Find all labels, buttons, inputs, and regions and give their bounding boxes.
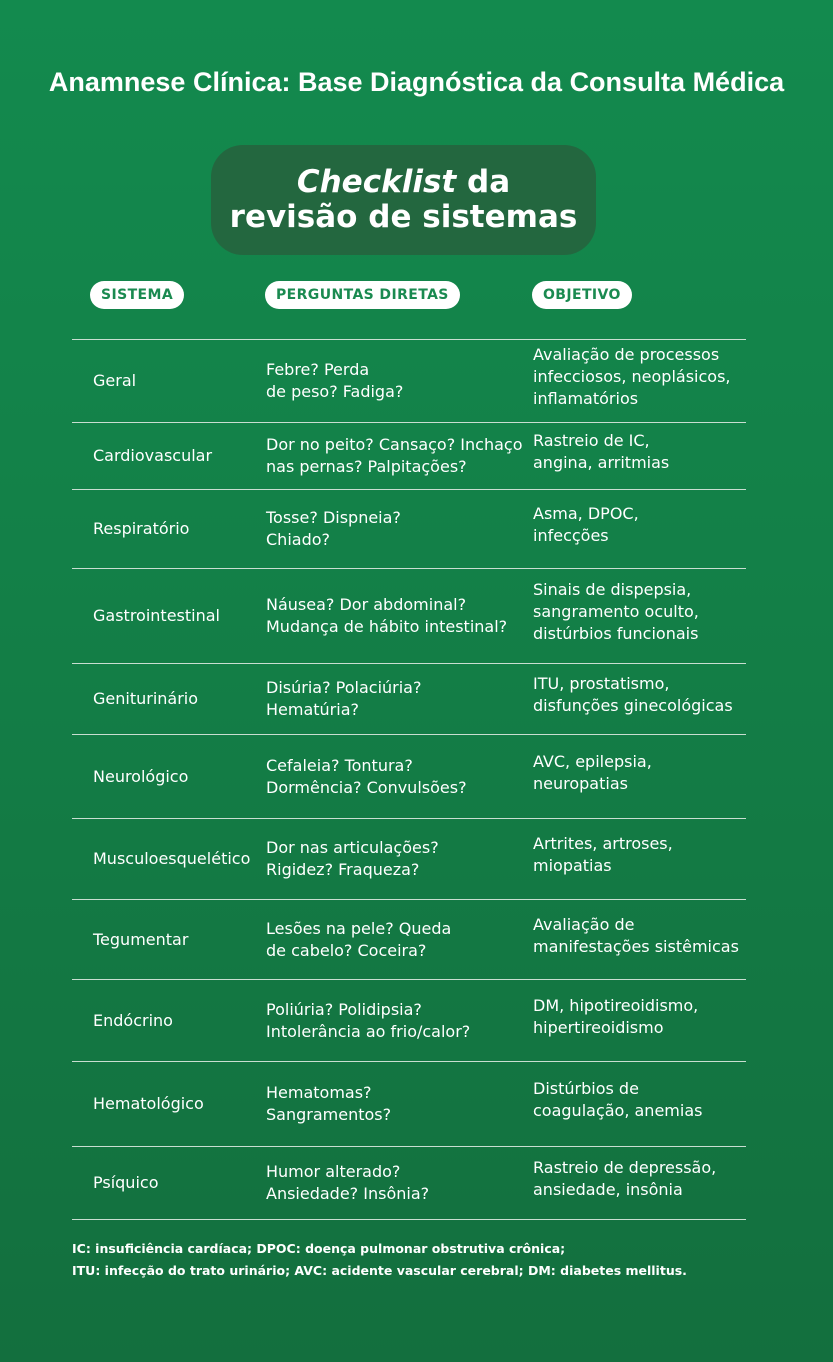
table-row xyxy=(72,489,746,568)
table-row xyxy=(72,422,746,489)
review-of-systems-table xyxy=(72,339,746,1220)
header-pill-objective: OBJETIVO xyxy=(532,281,632,309)
questions-cell xyxy=(266,735,526,818)
objective-text: Asma, DPOC, infecções xyxy=(533,504,639,545)
objective-cell xyxy=(533,340,748,422)
objective-text: Artrites, artroses, miopatias xyxy=(533,834,673,875)
system-cell: Gastrointestinal xyxy=(93,606,220,625)
objective-text: Avaliação de processos infecciosos, neoplásicos, inflamatórios xyxy=(533,345,731,408)
footnote-line1: IC: insuficiência cardíaca; DPOC: doença pulmonar obstrutiva crônica; xyxy=(72,1241,566,1256)
objective-cell xyxy=(533,900,748,979)
questions-cell xyxy=(266,490,526,568)
objective-text: Distúrbios de coagulação, anemias xyxy=(533,1079,703,1120)
system-cell: Cardiovascular xyxy=(93,446,213,465)
system-cell: Endócrino xyxy=(93,1010,173,1030)
checklist-heading-line1 xyxy=(297,165,510,200)
footnote xyxy=(72,1238,772,1282)
objective-cell xyxy=(533,490,748,568)
objective-cell xyxy=(533,819,748,899)
objective-cell xyxy=(533,735,748,818)
objective-text: Rastreio de IC, angina, arritmias xyxy=(533,431,670,472)
checklist-heading-italic: Checklist xyxy=(296,164,457,200)
questions-cell xyxy=(266,340,526,422)
system-cell: Geral xyxy=(93,371,137,390)
system-cell: Neurológico xyxy=(93,766,189,786)
table-row xyxy=(72,1146,746,1220)
objective-cell xyxy=(533,569,748,663)
questions-text: Disúria? Polaciúria? Hematúria? xyxy=(266,678,422,719)
questions-text: Poliúria? Polidipsia? Intolerância ao frio/calor? xyxy=(266,999,471,1041)
system-cell: Respiratório xyxy=(93,519,190,538)
objective-cell xyxy=(533,1147,748,1219)
questions-text: Febre? Perda de peso? Fadiga? xyxy=(266,360,404,401)
objective-text: Sinais de dispepsia, sangramento oculto, distúrbios funcionais xyxy=(533,580,699,643)
objective-text: AVC, epilepsia, neuropatias xyxy=(533,751,652,793)
table-row xyxy=(72,568,746,663)
questions-text: Tosse? Dispneia? Chiado? xyxy=(266,508,401,549)
questions-cell xyxy=(266,664,526,734)
questions-cell xyxy=(266,980,526,1061)
table-row xyxy=(72,979,746,1061)
objective-text: ITU, prostatismo, disfunções ginecológicas xyxy=(533,674,733,715)
objective-text: Avaliação de manifestações sistêmicas xyxy=(533,914,739,956)
questions-cell xyxy=(266,900,526,979)
table-row xyxy=(72,339,746,422)
questions-text: Hematomas? Sangramentos? xyxy=(266,1083,392,1124)
footnote-line2: ITU: infecção do trato urinário; AVC: acidente vascular cerebral; DM: diabetes mellitus. xyxy=(72,1263,687,1278)
questions-cell xyxy=(266,819,526,899)
objective-text: Rastreio de depressão, ansiedade, insônia xyxy=(533,1158,717,1199)
questions-cell xyxy=(266,423,526,489)
system-cell: Hematológico xyxy=(93,1094,204,1113)
questions-text: Humor alterado? Ansiedade? Insônia? xyxy=(266,1162,430,1203)
objective-cell xyxy=(533,423,748,489)
checklist-heading-line2: revisão de sistemas xyxy=(229,199,578,235)
table-row xyxy=(72,1061,746,1146)
questions-cell xyxy=(266,1147,526,1219)
checklist-heading-rest: da xyxy=(456,164,511,200)
system-cell: Psíquico xyxy=(93,1173,159,1192)
header-pill-system: SISTEMA xyxy=(90,281,184,309)
table-row xyxy=(72,663,746,734)
system-cell: Tegumentar xyxy=(93,929,189,949)
questions-text: Lesões na pele? Queda de cabelo? Coceira? xyxy=(266,918,452,960)
questions-text: Cefaleia? Tontura? Dormência? Convulsões? xyxy=(266,755,467,797)
questions-text: Dor no peito? Cansaço? Inchaço nas pernas? Palpitações? xyxy=(266,435,523,476)
questions-cell xyxy=(266,1062,526,1146)
objective-cell xyxy=(533,980,748,1061)
table-row xyxy=(72,734,746,818)
questions-text: Náusea? Dor abdominal? Mudança de hábito intestinal? xyxy=(266,595,508,636)
header-pill-questions: PERGUNTAS DIRETAS xyxy=(265,281,460,309)
questions-text: Dor nas articulações? Rigidez? Fraqueza? xyxy=(266,838,439,879)
objective-text: DM, hipotireoidismo, hipertireoidismo xyxy=(533,995,699,1037)
objective-cell xyxy=(533,664,748,734)
system-cell: Musculoesquelético xyxy=(93,849,251,868)
page-title: Anamnese Clínica: Base Diagnóstica da Consulta Médica xyxy=(48,67,785,97)
questions-cell xyxy=(266,569,526,663)
system-cell: Geniturinário xyxy=(93,689,199,708)
checklist-heading-box xyxy=(211,145,596,255)
table-row xyxy=(72,899,746,979)
objective-cell xyxy=(533,1062,748,1146)
table-row xyxy=(72,818,746,899)
